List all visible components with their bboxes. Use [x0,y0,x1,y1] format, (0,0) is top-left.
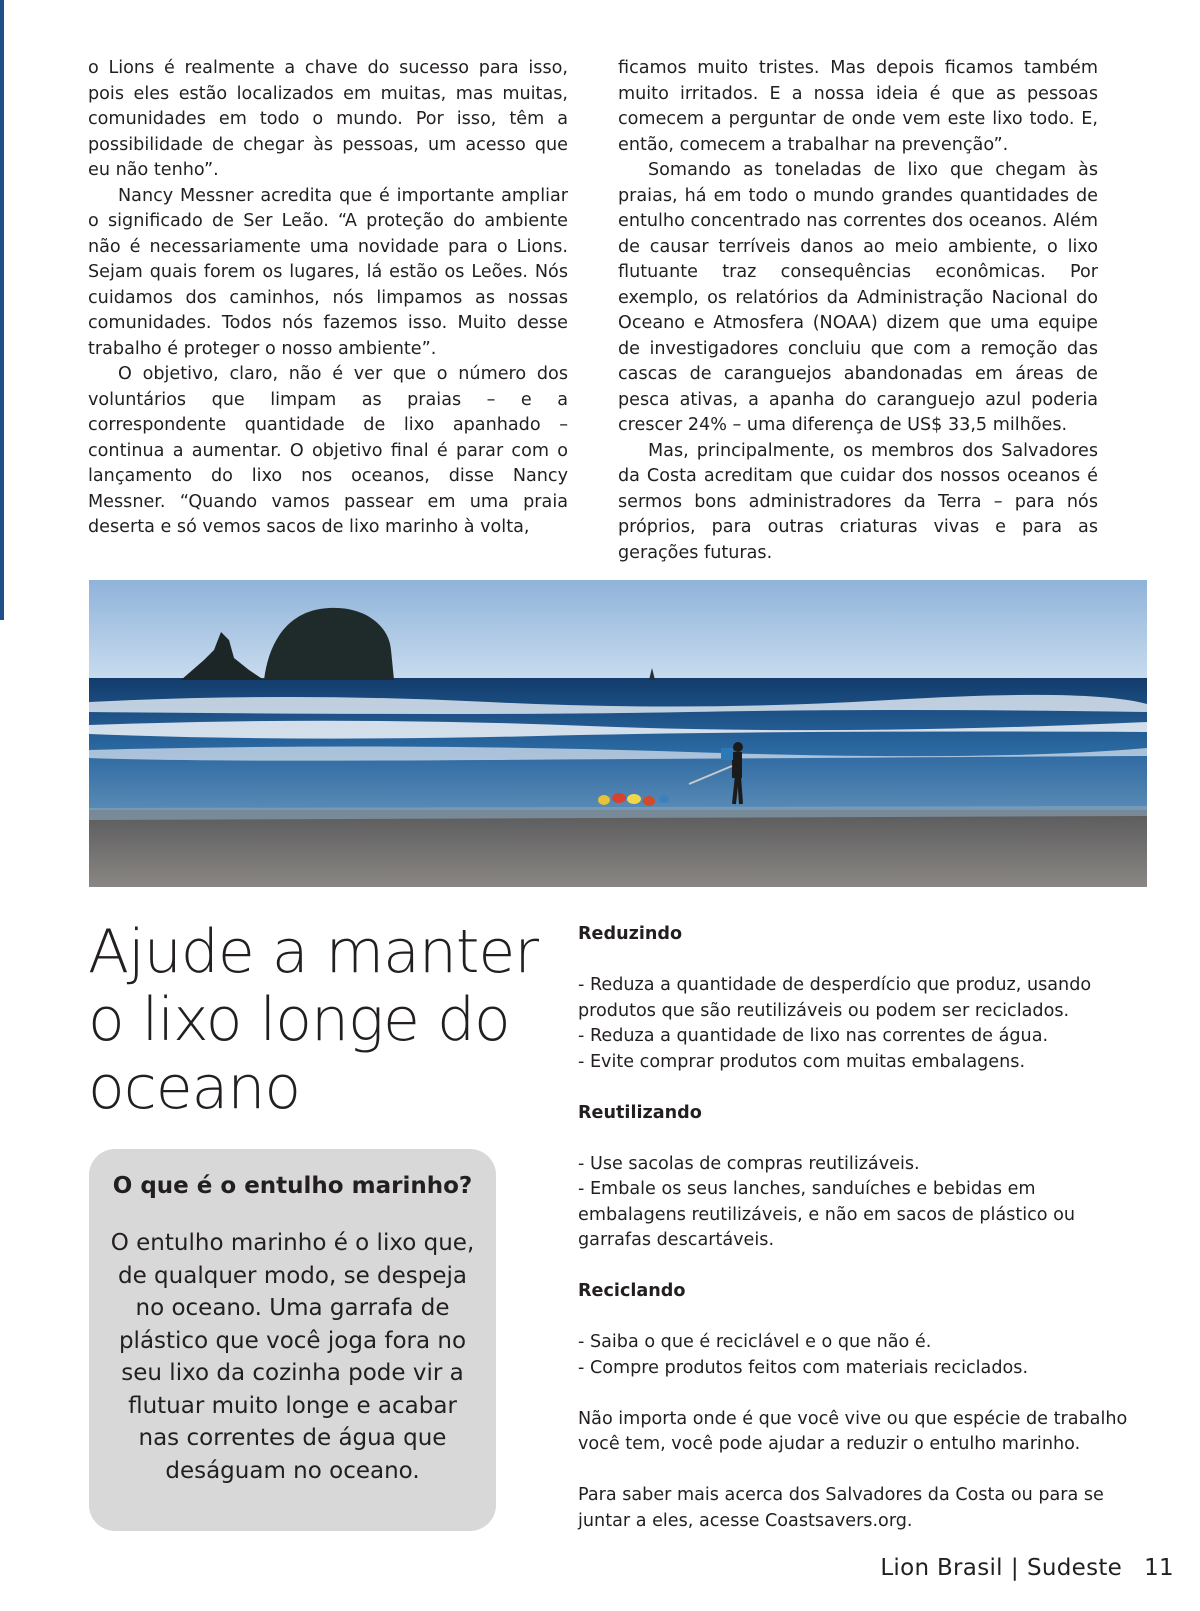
footer-publication: Lion Brasil [880,1555,1003,1581]
infobox-body: O entulho marinho é o lixo que, de qualquer modo, se despeja no oceano. Uma garrafa de plástico que você joga fora no seu lixo da cozinha pode vir a flutuar muito longe e acabar nas correntes de água que deságuam no oceano. [110,1230,475,1484]
tip-item: - Evite comprar produtos com muitas embalagens. [578,1051,1026,1072]
tips-list-reusing [578,1152,1148,1254]
page-edge-bar [0,0,4,620]
infobox-title: O que é o entulho marinho? [112,1173,473,1199]
article-column-left [88,56,568,541]
tip-item: - Use sacolas de compras reutilizáveis. [578,1153,920,1174]
article-paragraph: Mas, principalmente, os membros dos Salvadores da Costa acreditam que cuidar dos nossos oceanos é sermos bons administradores da Terra – para nós próprios, para outras criaturas vivas e para as gerações futuras. [618,440,1098,563]
article-paragraph: ficamos muito tristes. Mas depois ficamos também muito irritados. E a nossa ideia é que as pessoas comecem a perguntar de onde vem este lixo todo. E, então, comecem a trabalhar na prevenção”. [618,58,1098,155]
article-column-right [618,56,1098,566]
tip-item: - Reduza a quantidade de desperdício que produz, usando produtos que são reutilizáveis ou podem ser reciclados. [578,975,1092,1021]
sky [89,580,1147,680]
tips-heading-reusing: Reutilizando [578,1102,702,1123]
tip-item: - Reduza a quantidade de lixo nas correntes de água. [578,1026,1049,1046]
tip-item: - Embale os seus lanches, sanduíches e bebidas em embalagens reutilizáveis, e não em sacos de plástico ou garrafas descartáveis. [578,1179,1076,1250]
article-paragraph: o Lions é realmente a chave do sucesso para isso, pois eles estão localizados em muitas, mas muitas, comunidades em todo o mundo. Por isso, têm a possibilidade de chegar às pessoas, um acesso que eu não tenho”. [88,58,568,180]
article-paragraph: O objetivo, claro, não é ver que o número dos voluntários que limpam as praias – e a correspondente quantidade de lixo apanhado – continua a aumentar. O objetivo final é parar com o lançamento do lixo nos oceanos, disse Nancy Messner. “Quando vamos passear em uma praia deserta e só vemos sacos de lixo marinho à volta, [88,364,568,537]
wet-sand [89,810,1147,887]
tips-section [578,922,1148,1560]
marine-debris-infobox [89,1149,496,1531]
article-paragraph: Somando as toneladas de lixo que chegam às praias, há em todo o mundo grandes quantidades de entulho concentrado nas correntes dos oceanos. Além de causar terríveis danos ao meio ambiente, o lixo flutuante traz consequências econômicas. Por exemplo, os relatórios da Administração Nacional do Oceano e Atmosfera (NOAA) dizem que uma equipe de investigadores concluiu que com a remoção das cascas de caranguejos abandonadas em áreas de pesca ativas, a apanha do caranguejo azul poderia crescer 24% – uma diferença de US$ 33,5 milhões. [618,160,1098,435]
article-paragraph: Nancy Messner acredita que é importante ampliar o significado de Ser Leão. “A proteção do ambiente não é necessariamente uma novidade para o Lions. Sejam quais forem os lugares, lá estão os Leões. Nós cuidamos dos caminhos, nós limpamos as nossas comunidades. Todos nós fazemos isso. Muito desse trabalho é proteger o nosso ambiente”. [88,185,568,359]
page-number: 11 [1144,1555,1174,1581]
tips-closing-paragraph: Não importa onde é que você vive ou que espécie de trabalho você tem, você pode ajudar a reduzir o entulho marinho. [578,1408,1128,1454]
page-footer [880,1553,1174,1583]
tips-heading-reducing: Reduzindo [578,924,683,944]
footer-separator: | [1010,1555,1019,1581]
tips-list-recycling [578,1330,1148,1381]
beach-photo-illustration [89,580,1147,887]
beach-photo [89,580,1147,887]
tips-list-reducing [578,973,1148,1075]
section-headline: Ajude a manter o lixo longe do oceano [88,917,539,1123]
footer-region: Sudeste [1026,1555,1123,1581]
tips-more-info: Para saber mais acerca dos Salvadores da Costa ou para se juntar a eles, acesse Coastsavers.org. [578,1485,1104,1531]
tips-heading-recycling: Reciclando [578,1281,686,1301]
tip-item: - Saiba o que é reciclável e o que não é. [578,1332,932,1352]
tip-item: - Compre produtos feitos com materiais reciclados. [578,1357,1029,1378]
